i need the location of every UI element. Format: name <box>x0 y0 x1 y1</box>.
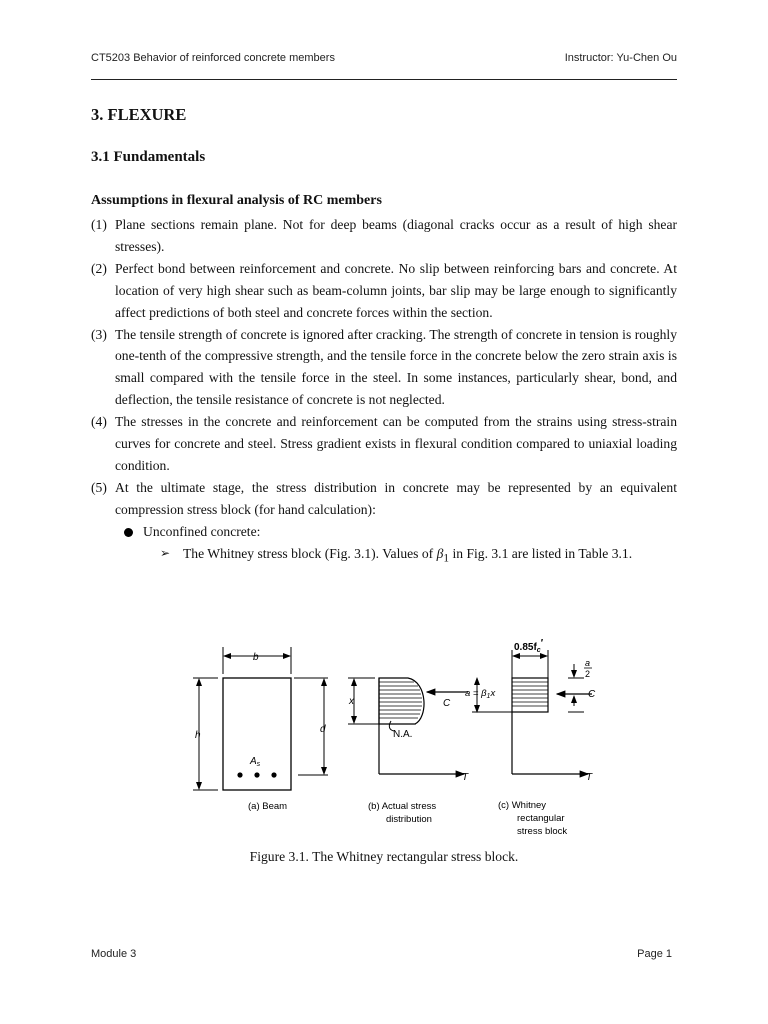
bullet-dot-icon <box>124 528 133 537</box>
label-h: h <box>195 730 201 741</box>
list-item-number: (4) <box>91 414 107 430</box>
label-b: b <box>253 652 259 663</box>
label-x: x <box>349 696 354 707</box>
label-t-actual: T <box>462 772 469 783</box>
list-item-text: The tensile strength of concrete is ignored after cracking. The strength of concrete in tension is roughly one-tenth of the compressive strength, and the tensile force in the concrete below the zero strain axis is small compared with the tensile force in the steel. In some instances, particularly shear, bond, and deflection, the tensile resistance of concrete is not neglected. <box>115 326 677 408</box>
assumptions-list <box>91 214 677 570</box>
label-as: $A_s$ <box>250 756 261 768</box>
actual-stress-distribution <box>348 678 469 783</box>
sub-bullet-text-start: The Whitney stress block (Fig. 3.1). Values of <box>183 545 434 561</box>
list-item <box>91 258 677 324</box>
list-item-text: At the ultimate stage, the stress distribution in concrete may be represented by an equivalent compression stress block (for hand calculation): <box>115 479 677 517</box>
list-item-number: (3) <box>91 326 107 342</box>
bullet-text: Unconfined concrete: <box>143 523 261 539</box>
label-t-whitney: T <box>586 772 593 783</box>
list-item-number: (1) <box>91 217 107 232</box>
caption-c-line1: (c) Whitney <box>498 800 547 811</box>
header-instructor: Instructor: Yu-Chen Ou <box>564 52 677 64</box>
footer-page: Page 1 <box>637 948 672 960</box>
caption-b-line1: (b) Actual stress <box>368 801 437 812</box>
bullet-item <box>91 521 677 543</box>
list-item <box>91 324 677 412</box>
whitney-stress-block-figure <box>188 632 598 842</box>
list-item-text: Perfect bond between reinforcement and concrete. No slip between reinforcing bars and concrete. At location of very high shear such as beam-column joints, bar slip may be large enough to significantly affect predictions of both steel and concrete forces within the section. <box>115 260 677 320</box>
rebar-dot <box>254 772 259 777</box>
subsection-title: Assumptions in flexural analysis of RC members <box>91 193 382 208</box>
list-item <box>91 477 677 521</box>
list-item-text: Plane sections remain plane. Not for deep beams (diagonal cracks occur as a result of high shear stresses). <box>115 217 677 254</box>
list-item <box>91 411 677 477</box>
beam-section <box>193 647 328 790</box>
rebar-dot <box>271 772 276 777</box>
list-item-number: (2) <box>91 260 107 276</box>
whitney-rectangular-block <box>465 638 596 783</box>
label-c-whitney: C <box>588 689 596 700</box>
beta-symbol: β <box>436 545 444 561</box>
list-item-number: (5) <box>91 479 107 495</box>
label-neutral-axis: N.A. <box>393 729 413 740</box>
caption-b-line2: distribution <box>386 814 432 825</box>
label-085fc: $0.85f_c'$ <box>514 638 544 654</box>
label-a-over-2-den: 2 <box>585 669 591 679</box>
beta-subscript: 1 <box>443 552 450 565</box>
caption-c-line3: stress block <box>517 826 568 837</box>
label-c-actual: C <box>443 698 451 709</box>
list-item-text: The stresses in the concrete and reinforcement can be computed from the strains using stress-strain curves for concrete and steel. Stress gradient exists in flexural condition compared to uniaxial loading condition. <box>115 414 677 473</box>
header-course: CT5203 Behavior of reinforced concrete members <box>91 52 335 64</box>
list-item <box>91 214 677 258</box>
caption-c-line2: rectangular <box>517 813 565 824</box>
section-title: 3.1 Fundamentals <box>91 149 206 165</box>
arrow-bullet-icon: ➢ <box>160 545 171 560</box>
label-a-over-2-num: a <box>585 658 591 668</box>
sub-bullet-item <box>91 543 677 571</box>
header-rule <box>91 79 677 80</box>
rebar-dot <box>237 772 242 777</box>
figure-caption: Figure 3.1. The Whitney rectangular stress block. <box>249 849 519 864</box>
footer-module: Module 3 <box>91 948 137 960</box>
caption-a: (a) Beam <box>248 801 288 812</box>
label-d: d <box>320 724 326 735</box>
chapter-title: 3. FLEXURE <box>91 105 187 124</box>
sub-bullet-text-end: in Fig. 3.1 are listed in Table 3.1. <box>452 545 633 561</box>
label-a-equation: $a = \beta_1x$ <box>465 688 496 700</box>
